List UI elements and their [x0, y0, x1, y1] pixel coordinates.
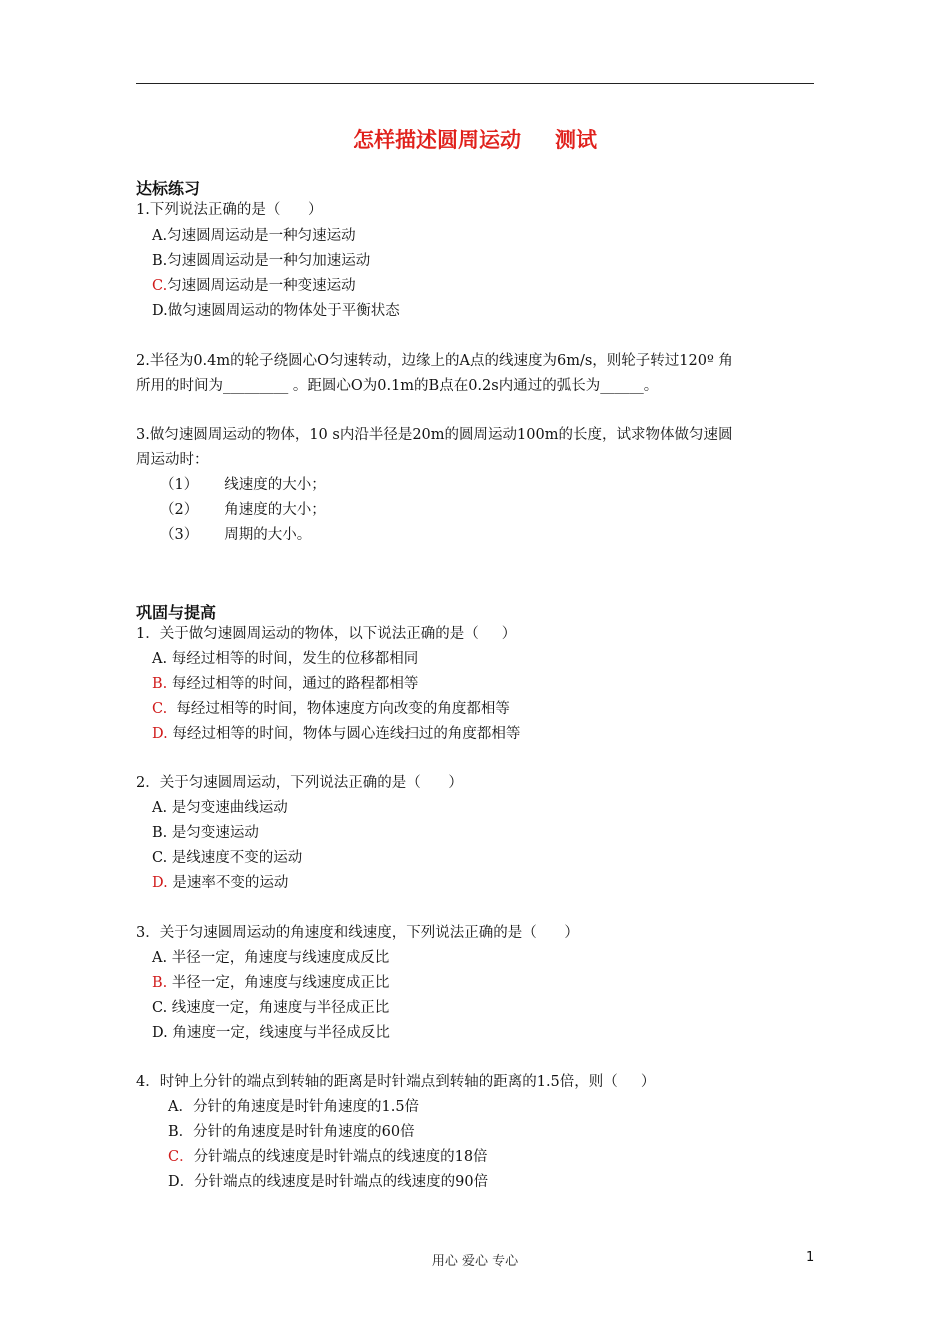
sub-question: （3） 周期的大小。: [160, 527, 312, 543]
sub-question: （1） 线速度的大小；: [160, 477, 326, 493]
question-stem: 4．时钟上分针的端点到转轴的距离是时针端点到转轴的距离的1.5倍，则（ ）: [136, 1074, 656, 1090]
option-c: C.匀速圆周运动是一种变速运动: [152, 278, 356, 294]
option-d: D. 角速度一定，线速度与半径成反比: [152, 1025, 390, 1041]
option-b: B．分针的角速度是时针角速度的60倍: [168, 1124, 415, 1140]
question-text: 2.半径为0.4m的轮子绕圆心O匀速转动，边缘上的A点的线速度为6m/s，则轮子转过120º 角: [136, 353, 733, 369]
question-stem: 3．关于匀速圆周运动的角速度和线速度，下列说法正确的是（ ）: [136, 925, 579, 941]
option-b: B.匀速圆周运动是一种匀加速运动: [152, 253, 371, 269]
section-heading-practice: 达标练习: [136, 179, 201, 198]
question-stem: 2．关于匀速圆周运动，下列说法正确的是（ ）: [136, 775, 463, 791]
option-d: D. 是速率不变的运动: [152, 875, 289, 891]
option-b: B. 是匀变速运动: [152, 825, 259, 841]
question-stem: 1.下列说法正确的是（ ）: [136, 202, 323, 218]
question-text: 周运动时：: [136, 452, 209, 468]
option-a: A. 每经过相等的时间，发生的位移都相同: [152, 651, 419, 667]
option-d: D.做匀速圆周运动的物体处于平衡状态: [152, 303, 400, 319]
sub-question: （2） 角速度的大小；: [160, 502, 326, 518]
option-c: C. 是线速度不变的运动: [152, 850, 303, 866]
option-d: D. 每经过相等的时间，物体与圆心连线扫过的角度都相等: [152, 726, 521, 742]
option-b: B. 半径一定，角速度与线速度成正比: [152, 975, 390, 991]
question-stem: 1．关于做匀速圆周运动的物体，以下说法正确的是（ ）: [136, 626, 517, 642]
option-c: C. 每经过相等的时间，物体速度方向改变的角度都相等: [152, 701, 510, 717]
section-heading-consolidation: 巩固与提高: [136, 603, 217, 622]
header-rule: [136, 83, 814, 84]
page-title: 怎样描述圆周运动 测试: [353, 128, 597, 152]
option-a: A．分针的角速度是时针角速度的1.5倍: [168, 1099, 420, 1115]
option-a: A. 是匀变速曲线运动: [152, 800, 288, 816]
option-a: A.匀速圆周运动是一种匀速运动: [152, 228, 356, 244]
footer-motto: 用心 爱心 专心: [431, 1254, 519, 1269]
option-c: C．分针端点的线速度是时针端点的线速度的18倍: [168, 1149, 488, 1165]
option-a: A. 半径一定，角速度与线速度成反比: [152, 950, 390, 966]
option-b: B. 每经过相等的时间，通过的路程都相等: [152, 676, 419, 692]
question-text: 所用的时间为_________ 。距圆心O为0.1m的B点在0.2s内通过的弧长为______。: [136, 378, 659, 394]
page-number: 1: [806, 1250, 815, 1265]
option-c: C. 线速度一定，角速度与半径成正比: [152, 1000, 390, 1016]
option-d: D．分针端点的线速度是时针端点的线速度的90倍: [168, 1174, 489, 1190]
question-text: 3.做匀速圆周运动的物体，10 s内沿半径是20m的圆周运动100m的长度，试求物体做匀速圆: [136, 427, 733, 443]
